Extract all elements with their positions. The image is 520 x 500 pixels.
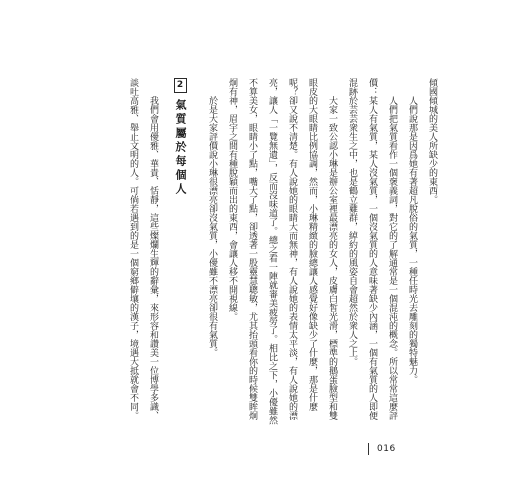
body-text <box>123 78 442 430</box>
paragraph <box>222 78 342 430</box>
text-line: 眼皮的大眼睛比例協調，然而，小琳精緻的臉總讓人感覺好像缺少了什麼，那是什麼 <box>307 78 317 411</box>
paragraph <box>123 78 163 430</box>
section-number: 2 <box>174 78 187 93</box>
section-heading <box>170 78 190 430</box>
text-line: 人們把氣質看作一個褒義詞，對它的了解通常是一個混沌的概念。所以常常這麼評 <box>387 96 397 420</box>
text-line: 於是大家評價說小琳很漂亮卻沒氣質，小優雖不漂亮卻很有氣質。 <box>207 96 217 357</box>
text-line: 亮，讓人「一覽無遺」，反而沒味道了。總之看一陣就審美疲勞了。相比之下，小優雖然 <box>267 78 277 425</box>
text-line: 人們說那是因爲她有著超凡脫俗的氣質，一種任時光去雕刻的獨特魅力。 <box>407 96 417 384</box>
text-line: 傾國傾城的美人所缺少的東西。 <box>427 78 437 204</box>
text-line: 大家一致公認小琳是辦公室裡最漂亮的女人，皮膚白皙光滑，標準的鵝蛋臉型和雙 <box>327 96 337 420</box>
paragraph <box>402 78 422 430</box>
page-number-divider <box>368 443 369 455</box>
text-line: 不算美女，眼睛小了點，嘴大了點，卻透著一股靈慧聰敏，尤其抬頭看你的時候雙眸炯 <box>247 78 257 420</box>
text-line: 談吐高雅、舉止文明的人。可倘若遇到的是一個窮鄉僻壤的漢子，境遇大抵就會不同。 <box>128 78 138 420</box>
paragraph <box>342 78 402 430</box>
page-number <box>368 442 396 456</box>
section-title: 氣質屬於每個人 <box>174 99 187 197</box>
text-line: 價：某人有氣質，某人沒氣質，一個沒氣質的人意味著缺少內涵，一個有氣質的人即便 <box>367 78 377 420</box>
paragraph <box>202 78 222 430</box>
text-line: 我們會用優雅、華貴、恬靜，這些燦爛生輝的辭彙，來形容和讚美一位博學多識、 <box>148 96 158 420</box>
paragraph <box>422 78 442 430</box>
page-number-text: 016 <box>377 444 396 454</box>
text-line: 呢？卻又說不清楚。有人說她的眼睛大而無神，有人說她的表情太平淡，有人說她的漂 <box>287 78 297 420</box>
text-line: 混跡於芸芸衆生之中，也是鶴立雞群，綽約的風姿自會超然於衆人之上。 <box>347 78 357 366</box>
text-line: 炯有神，眉宇之間有種脫穎而出的東西，會讓人移不開視線。 <box>227 78 237 321</box>
